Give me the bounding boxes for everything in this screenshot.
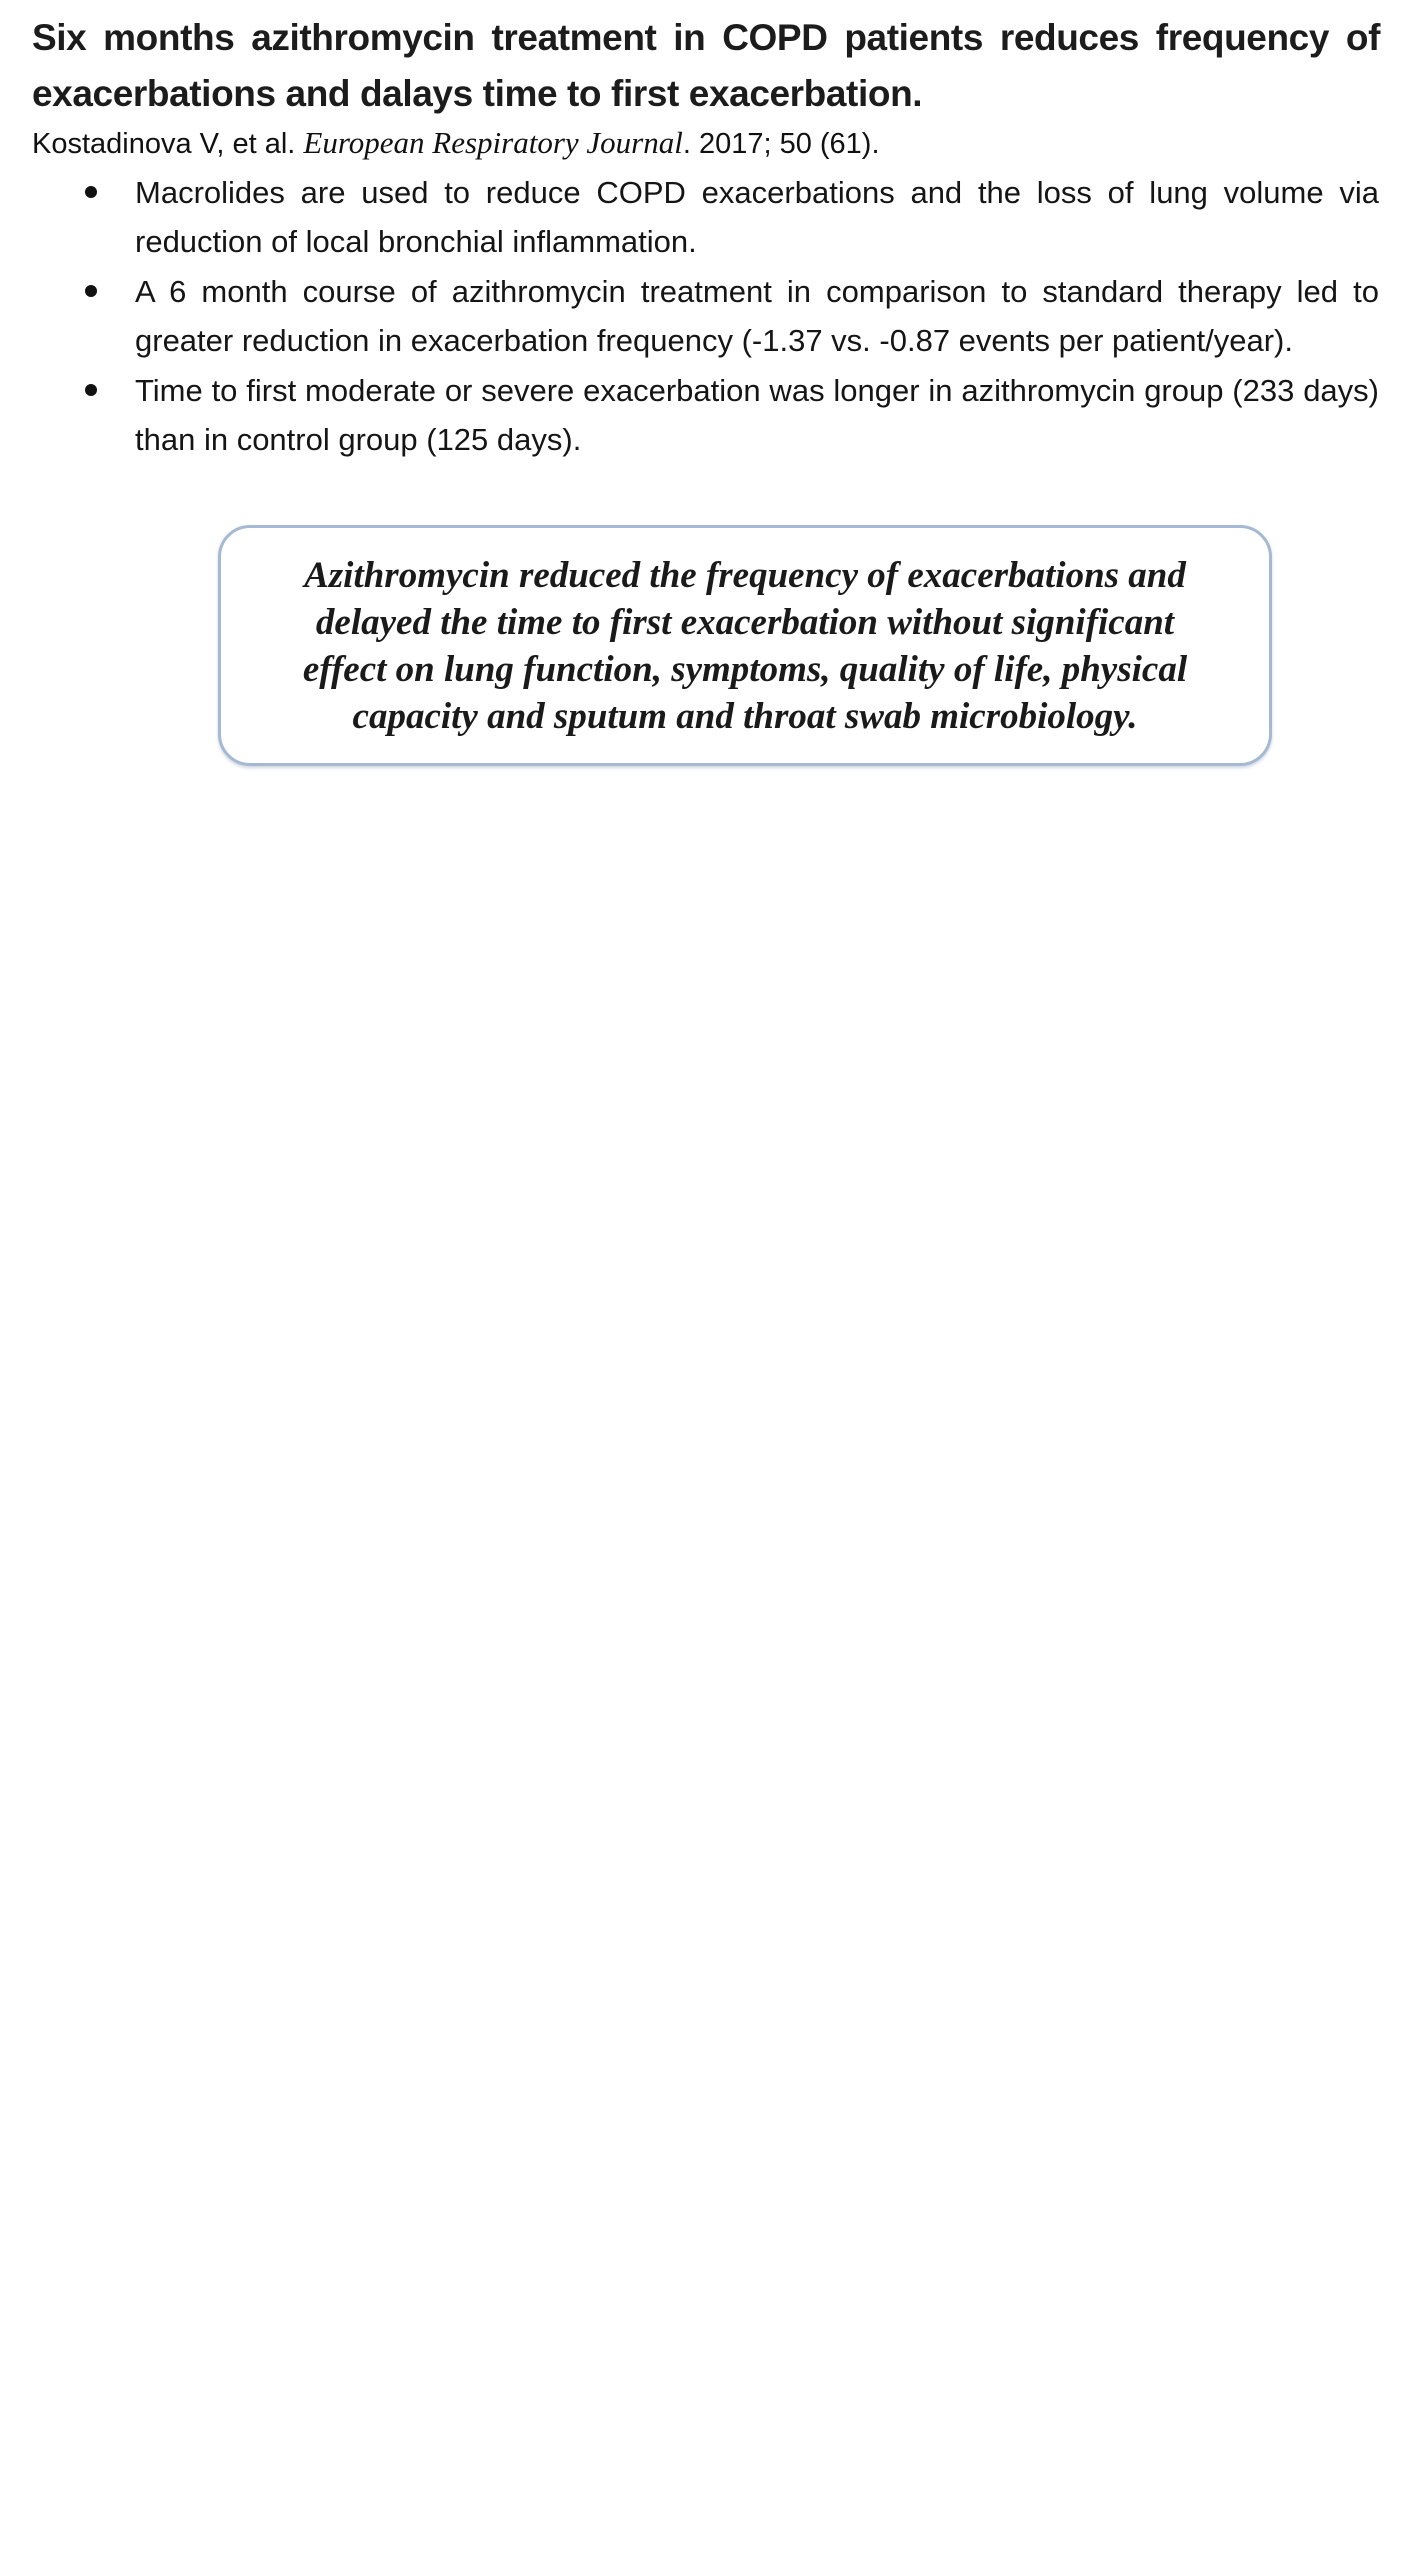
citation-authors: Kostadinova V, et al. <box>32 128 296 160</box>
bullet-icon <box>85 384 97 396</box>
conclusion-text: Azithromycin reduced the frequency of exacerbations and delayed the time to first exacerbation without significant effect on lung function, symptoms, quality of life, physical capacity and sputum and throat swab microbiology. <box>302 554 1188 737</box>
bullet-text: Time to first moderate or severe exacerbation was longer in azithromycin group (233 days) than in control group (125 days). <box>135 373 1379 457</box>
citation-journal: European Respiratory Journal <box>303 125 683 160</box>
conclusion-callout-box <box>218 525 1272 766</box>
summary-bullet-list <box>0 168 1413 465</box>
citation <box>32 122 1380 165</box>
bullet-icon <box>85 285 97 297</box>
bullet-item <box>0 366 1413 464</box>
bullet-item <box>0 168 1413 266</box>
citation-details: . 2017; 50 (61). <box>682 128 880 160</box>
article-title: Six months azithromycin treatment in COPD patients reduces frequency of exacerbations and dalays time to first exacerbation. <box>32 17 1380 114</box>
bullet-text: A 6 month course of azithromycin treatment in comparison to standard therapy led to greater reduction in exacerbation frequency (-1.37 vs. -0.87 events per patient/year). <box>135 274 1379 358</box>
bullet-text: Macrolides are used to reduce COPD exacerbations and the loss of lung volume via reduction of local bronchial inflammation. <box>135 175 1379 259</box>
bullet-item <box>0 267 1413 365</box>
bullet-icon <box>85 186 97 198</box>
